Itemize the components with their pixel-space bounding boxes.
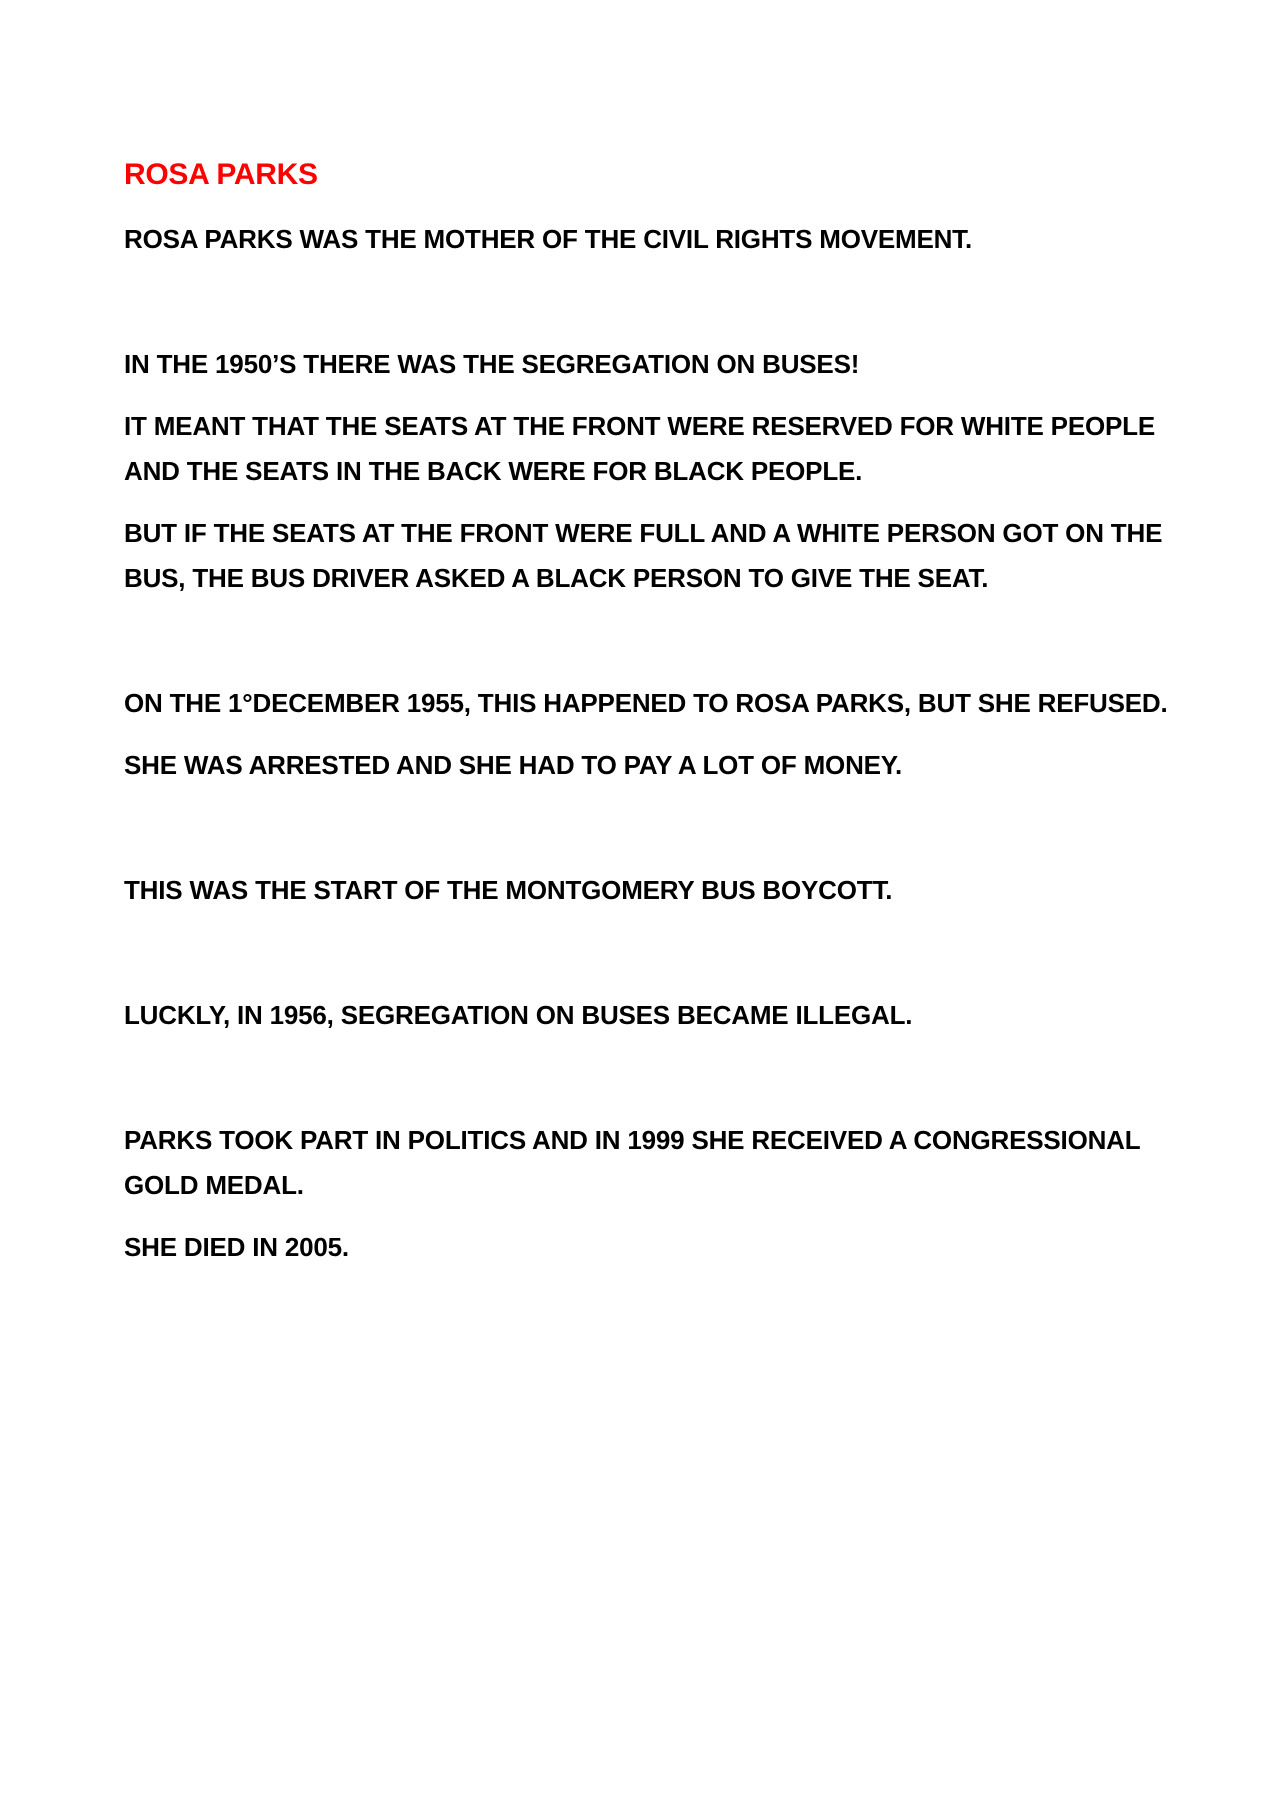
paragraph-refused: ON THE 1°DECEMBER 1955, THIS HAPPENED TO ROSA PARKS, BUT SHE REFUSED.: [124, 688, 1168, 718]
paragraph-arrested: SHE WAS ARRESTED AND SHE HAD TO PAY A LOT OF MONEY.: [124, 750, 903, 780]
paragraph-boycott: THIS WAS THE START OF THE MONTGOMERY BUS BOYCOTT.: [124, 875, 893, 905]
document-title: ROSA PARKS: [124, 158, 318, 191]
paragraph-intro: ROSA PARKS WAS THE MOTHER OF THE CIVIL RIGHTS MOVEMENT.: [124, 224, 973, 254]
document-body: [124, 155, 1184, 1270]
paragraph-died: SHE DIED IN 2005.: [124, 1232, 349, 1262]
paragraph-illegal: LUCKLY, IN 1956, SEGREGATION ON BUSES BECAME ILLEGAL.: [124, 1000, 913, 1030]
paragraph-segregation: IN THE 1950’S THERE WAS THE SEGREGATION ON BUSES!: [124, 349, 860, 379]
paragraph-gold-medal: PARKS TOOK PART IN POLITICS AND IN 1999 SHE RECEIVED A CONGRESSIONAL GOLD MEDAL.: [124, 1125, 1140, 1200]
paragraph-give-seat: BUT IF THE SEATS AT THE FRONT WERE FULL AND A WHITE PERSON GOT ON THE BUS, THE BUS DRIVER ASKED A BLACK PERSON TO GIVE THE SEAT.: [124, 518, 1163, 593]
paragraph-seats: IT MEANT THAT THE SEATS AT THE FRONT WERE RESERVED FOR WHITE PEOPLE AND THE SEATS IN THE BACK WERE FOR BLACK PEOPLE.: [124, 411, 1155, 486]
